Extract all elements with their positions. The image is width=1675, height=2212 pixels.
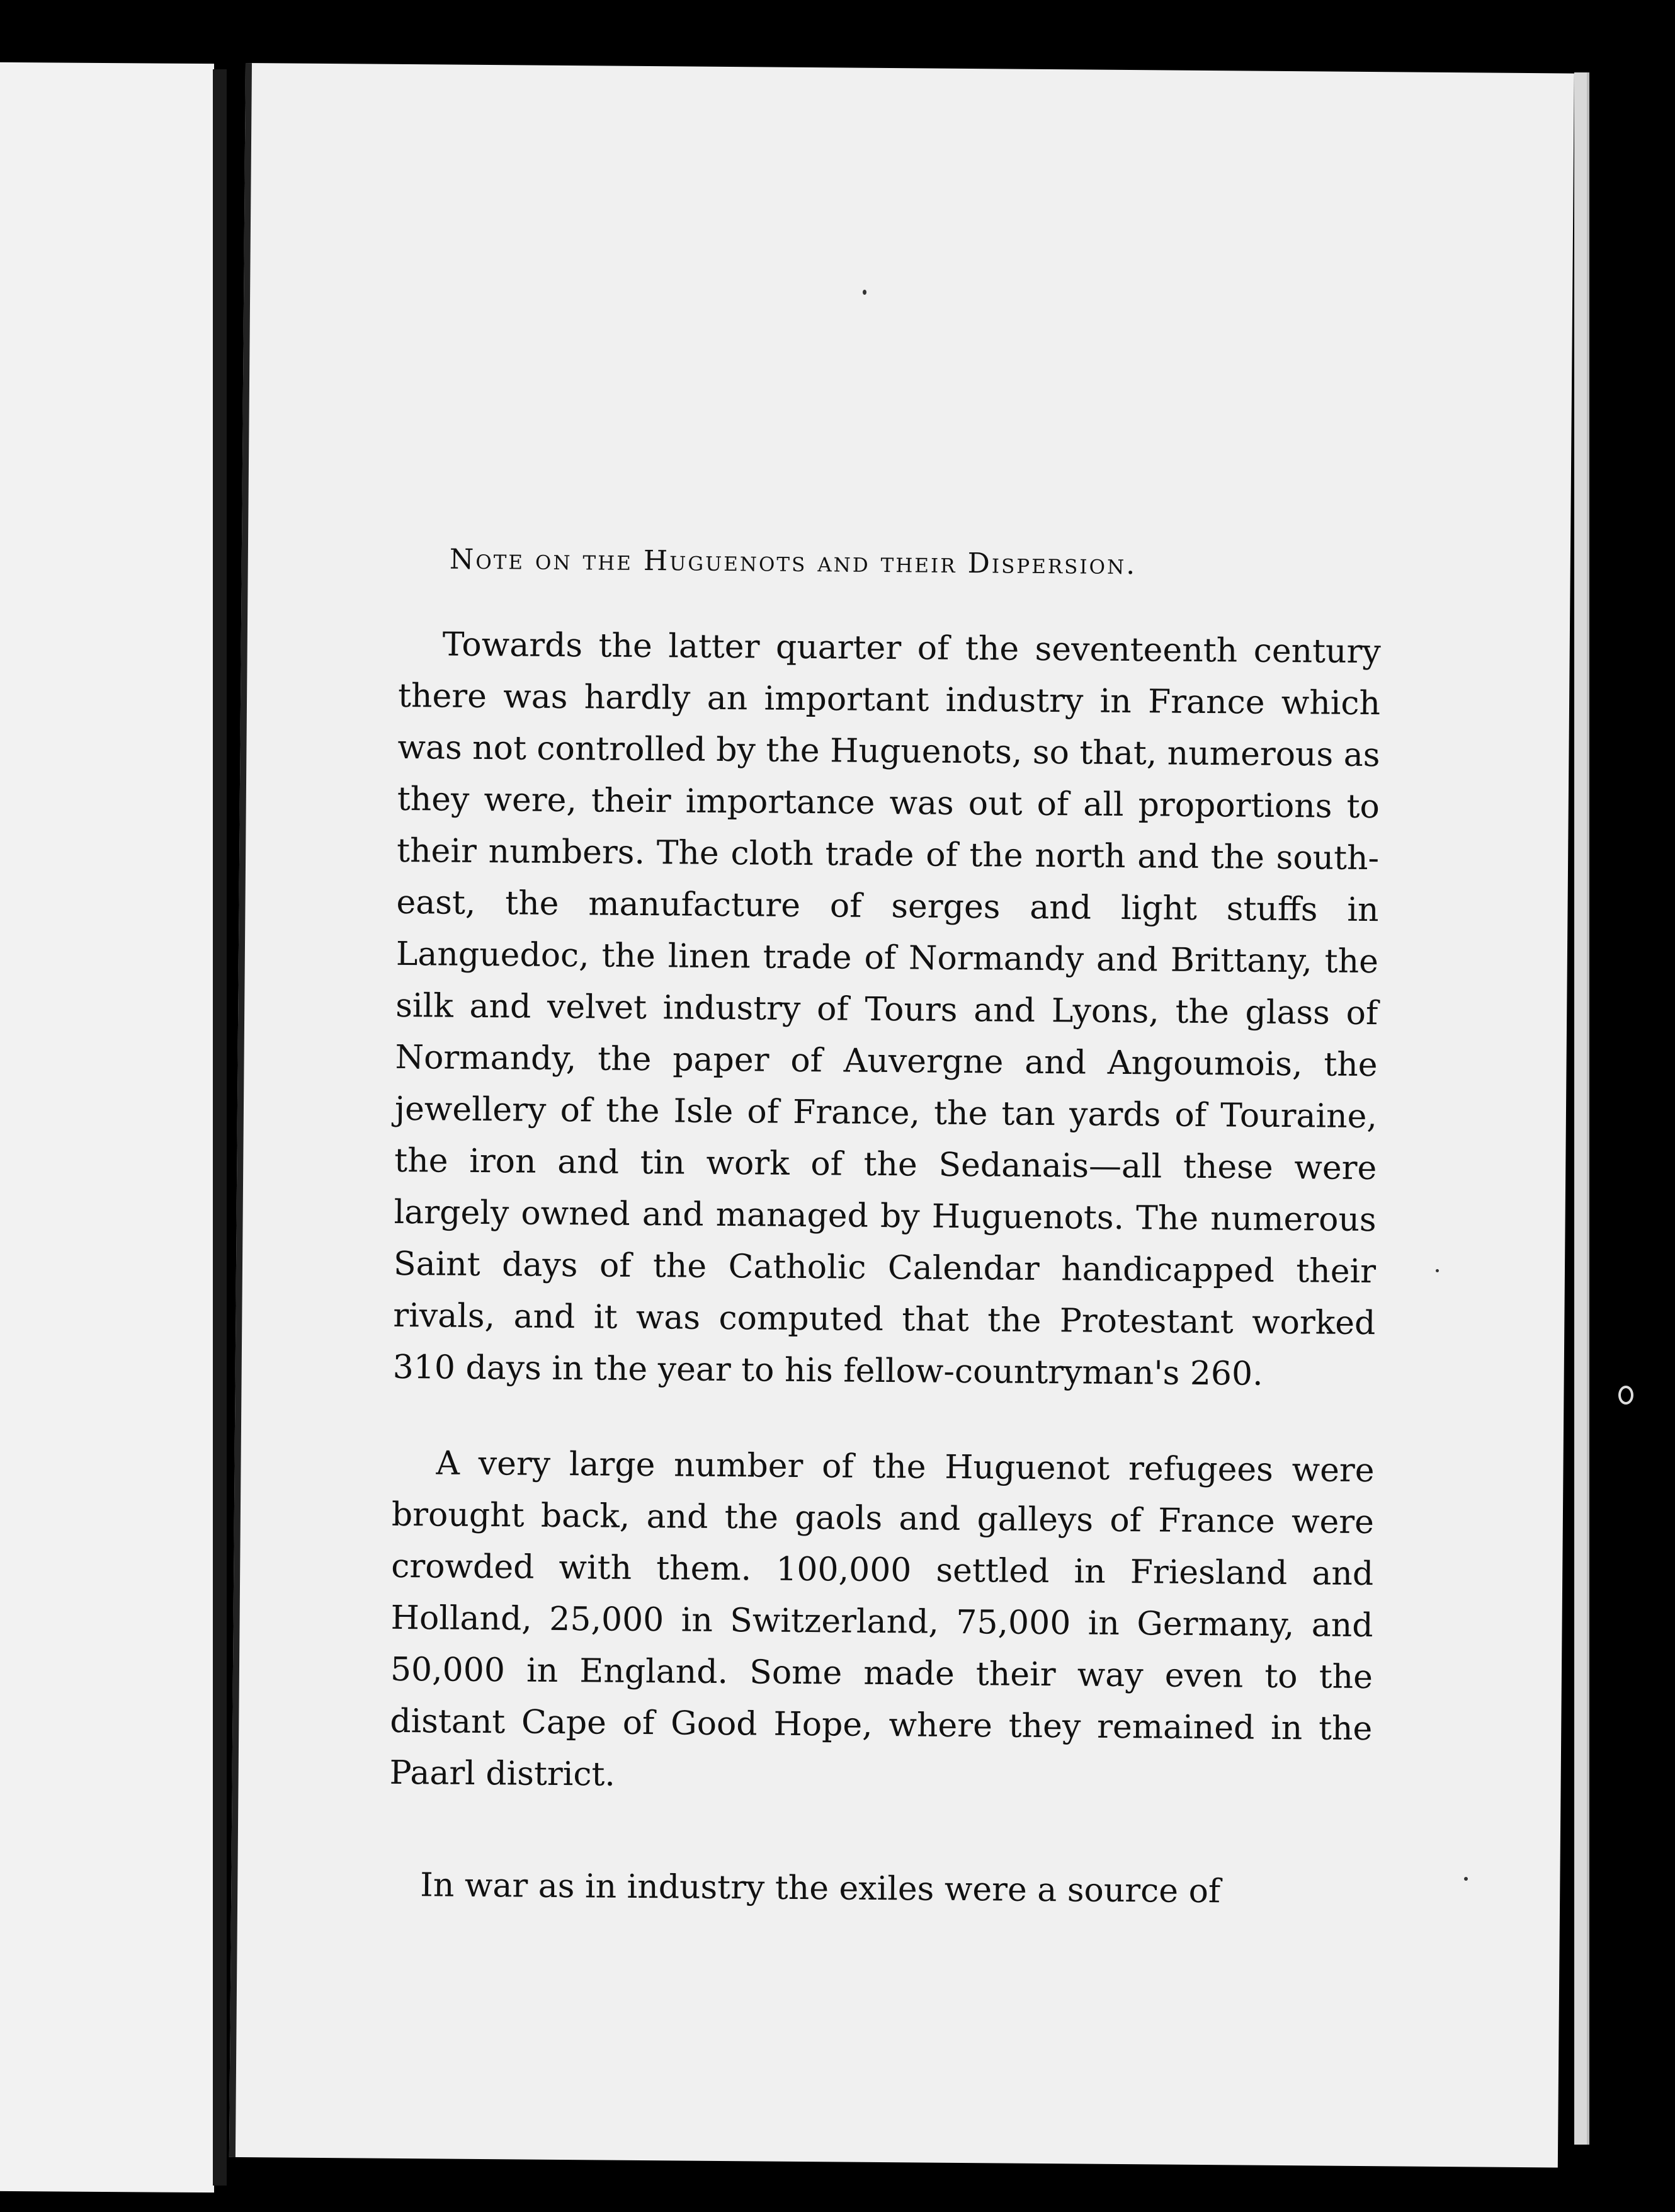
paragraph-war: In war as in industry the exiles were a source of xyxy=(420,1866,1221,1911)
paragraph-industry: Towards the latter quarter of the seventeenth century there was hardly an important industry in France which was not controlled by the Huguenots, so that, numerous as they were, their importance was out of all proportions to their numbers. The cloth trade of the north and the south-east, the manufacture of serges and light stuffs in Languedoc, the linen trade of Normandy and Brittany, the silk and velvet industry of Tours and Lyons, the glass of Normandy, the paper of Auvergne and Angoumois, the jewellery of the Isle of France, the tan yards of Touraine, the iron and tin work of the Sedanais—all these were largely owned and managed by Huguenots. The numerous Saint days of the Catholic Calendar handicapped their rivals, and it was computed that the Protestant worked 310 days in the year to his fellow-countryman's 260. xyxy=(392,625,1381,1393)
page-fore-edge xyxy=(1574,72,1589,2145)
facing-page-edge xyxy=(0,62,214,2192)
scan-speck xyxy=(1464,1877,1468,1881)
scan-speck xyxy=(1436,1269,1439,1272)
page-heading: Note on the Huguenots and their Dispersion. xyxy=(449,543,1137,581)
book-gutter xyxy=(213,69,227,2186)
book-page xyxy=(229,63,1574,2167)
scan-speck xyxy=(863,290,866,295)
scan-speck xyxy=(1618,1386,1633,1405)
paragraph-refugees: A very large number of the Huguenot refugees were brought back, and the gaols and galleys of France were crowded with them. 100,000 settled in Friesland and Holland, 25,000 in Switzerland, 75,000 in Germany, and 50,000 in England. Some made their way even to the distant Cape of Good Hope, where they remained in the Paarl district. xyxy=(389,1444,1375,1794)
